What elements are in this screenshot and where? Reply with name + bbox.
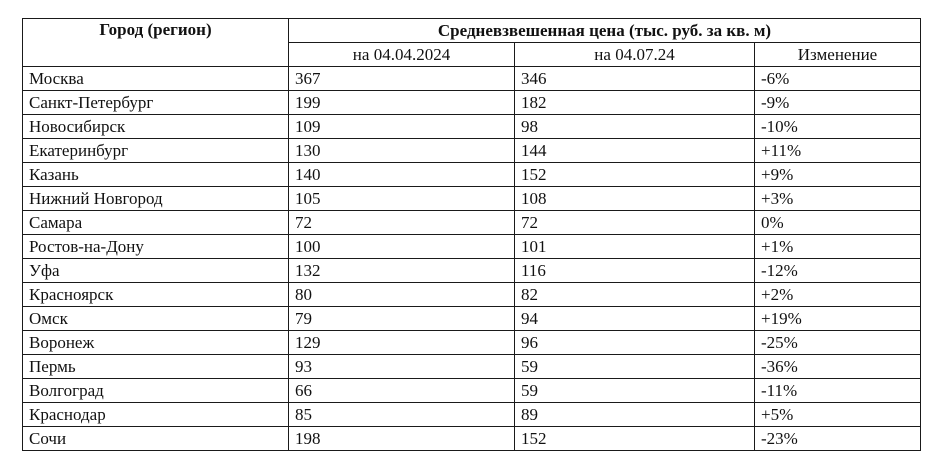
price-date1-cell: 199 — [289, 91, 515, 115]
price-group-header: Средневзвешенная цена (тыс. руб. за кв. м) — [289, 19, 921, 43]
change-cell: -11% — [755, 379, 921, 403]
price-date1-cell: 140 — [289, 163, 515, 187]
change-cell: -6% — [755, 67, 921, 91]
table-row — [23, 403, 921, 427]
price-date2-cell: 72 — [515, 211, 755, 235]
city-name-cell: Новосибирск — [23, 115, 289, 139]
city-name-cell: Москва — [23, 67, 289, 91]
city-name-cell: Самара — [23, 211, 289, 235]
table-row — [23, 163, 921, 187]
header-row-main — [23, 19, 921, 43]
change-cell: +3% — [755, 187, 921, 211]
change-column-header: Изменение — [755, 43, 921, 67]
table-row — [23, 427, 921, 451]
city-name-cell: Казань — [23, 163, 289, 187]
price-date2-cell: 108 — [515, 187, 755, 211]
change-cell: -9% — [755, 91, 921, 115]
table-row — [23, 235, 921, 259]
table-body — [23, 67, 921, 451]
price-date1-cell: 130 — [289, 139, 515, 163]
change-cell: -23% — [755, 427, 921, 451]
price-date1-cell: 85 — [289, 403, 515, 427]
price-date2-cell: 98 — [515, 115, 755, 139]
price-date2-cell: 346 — [515, 67, 755, 91]
change-cell: 0% — [755, 211, 921, 235]
city-name-cell: Ростов-на-Дону — [23, 235, 289, 259]
change-cell: -25% — [755, 331, 921, 355]
city-name-cell: Красноярск — [23, 283, 289, 307]
price-date1-cell: 129 — [289, 331, 515, 355]
date1-column-header: на 04.04.2024 — [289, 43, 515, 67]
city-name-cell: Нижний Новгород — [23, 187, 289, 211]
city-name-cell: Волгоград — [23, 379, 289, 403]
price-date2-cell: 152 — [515, 427, 755, 451]
change-cell: -12% — [755, 259, 921, 283]
city-name-cell: Воронеж — [23, 331, 289, 355]
price-date1-cell: 93 — [289, 355, 515, 379]
city-name-cell: Сочи — [23, 427, 289, 451]
city-name-cell: Уфа — [23, 259, 289, 283]
table-row — [23, 187, 921, 211]
table-row — [23, 211, 921, 235]
price-date2-cell: 59 — [515, 355, 755, 379]
table-row — [23, 91, 921, 115]
price-date1-cell: 109 — [289, 115, 515, 139]
change-cell: -10% — [755, 115, 921, 139]
change-cell: +9% — [755, 163, 921, 187]
price-date2-cell: 152 — [515, 163, 755, 187]
price-date2-cell: 144 — [515, 139, 755, 163]
price-date2-cell: 94 — [515, 307, 755, 331]
table-row — [23, 307, 921, 331]
city-column-header: Город (регион) — [23, 19, 289, 67]
table-row — [23, 139, 921, 163]
table-header — [23, 19, 921, 67]
table-row — [23, 67, 921, 91]
change-cell: +11% — [755, 139, 921, 163]
price-date2-cell: 82 — [515, 283, 755, 307]
price-date2-cell: 96 — [515, 331, 755, 355]
city-name-cell: Екатеринбург — [23, 139, 289, 163]
table-row — [23, 115, 921, 139]
city-name-cell: Краснодар — [23, 403, 289, 427]
price-date1-cell: 105 — [289, 187, 515, 211]
table-row — [23, 379, 921, 403]
price-date1-cell: 72 — [289, 211, 515, 235]
price-date2-cell: 89 — [515, 403, 755, 427]
change-cell: +2% — [755, 283, 921, 307]
price-date1-cell: 132 — [289, 259, 515, 283]
table-row — [23, 283, 921, 307]
price-date1-cell: 100 — [289, 235, 515, 259]
table-row — [23, 331, 921, 355]
price-date1-cell: 66 — [289, 379, 515, 403]
price-table — [22, 18, 921, 451]
change-cell: +1% — [755, 235, 921, 259]
price-date1-cell: 198 — [289, 427, 515, 451]
table-row — [23, 355, 921, 379]
city-name-cell: Санкт-Петербург — [23, 91, 289, 115]
table-row — [23, 259, 921, 283]
city-name-cell: Омск — [23, 307, 289, 331]
price-date2-cell: 101 — [515, 235, 755, 259]
price-date1-cell: 80 — [289, 283, 515, 307]
change-cell: -36% — [755, 355, 921, 379]
change-cell: +5% — [755, 403, 921, 427]
price-date2-cell: 182 — [515, 91, 755, 115]
price-date1-cell: 367 — [289, 67, 515, 91]
change-cell: +19% — [755, 307, 921, 331]
price-date1-cell: 79 — [289, 307, 515, 331]
date2-column-header: на 04.07.24 — [515, 43, 755, 67]
price-date2-cell: 59 — [515, 379, 755, 403]
city-name-cell: Пермь — [23, 355, 289, 379]
price-date2-cell: 116 — [515, 259, 755, 283]
